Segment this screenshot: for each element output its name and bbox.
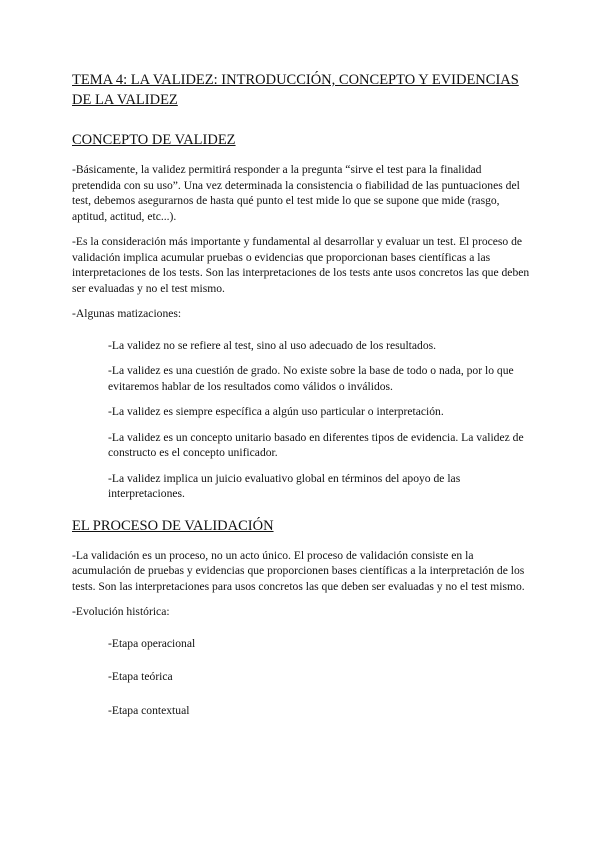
paragraph: -Algunas matizaciones: bbox=[72, 307, 182, 320]
paragraph: -Evolución histórica: bbox=[72, 605, 170, 618]
section-heading-concepto: CONCEPTO DE VALIDEZ bbox=[72, 132, 236, 148]
section-heading-proceso: EL PROCESO DE VALIDACIÓN bbox=[72, 517, 274, 534]
list-item: -Etapa teórica bbox=[108, 670, 173, 683]
list-item: -La validez implica un juicio evaluativo global en términos del apoyo de las interpretaciones. bbox=[108, 471, 461, 500]
list-item: -Etapa contextual bbox=[108, 703, 190, 717]
paragraph: -Básicamente, la validez permitirá responder a la pregunta “sirve el test para la finalidad pretendida con su uso”. Una vez determinada la consistencia o fiabilidad de las puntuaciones del test, debemos asegurarnos de hasta qué punto el test mide lo que se supone que mide (rasgo, aptitud, actitud, etc...). bbox=[72, 163, 520, 223]
document-title: TEMA 4: LA VALIDEZ: INTRODUCCIÓN, CONCEPTO Y EVIDENCIAS DE LA VALIDEZ bbox=[72, 72, 519, 108]
list-item: -La validez es un concepto unitario basado en diferentes tipos de evidencia. La validez de constructo es el concepto unificador. bbox=[108, 430, 524, 459]
paragraph: -La validación es un proceso, no un acto único. El proceso de validación consiste en la acumulación de pruebas y evidencias que proporcionen bases científicas a la interpretación de los tests. Son las interpretaciones para usos concretos las que deben ser evaluadas y no el test mismo. bbox=[72, 548, 525, 593]
list-item: -Etapa operacional bbox=[108, 636, 196, 650]
paragraph: -Es la consideración más importante y fundamental al desarrollar y evaluar un test. El proceso de validación implica acumular pruebas o evidencias que proporcionan bases científicas a las interpretaciones de los tests. Son las interpretaciones de los tests ante usos concretos las que deben ser evaluadas y no el test mismo. bbox=[72, 235, 530, 295]
list-item: -La validez es siempre específica a algún uso particular o interpretación. bbox=[108, 405, 444, 418]
list-item: -La validez no se refiere al test, sino al uso adecuado de los resultados. bbox=[108, 338, 437, 352]
list-item: -La validez es una cuestión de grado. No existe sobre la base de todo o nada, por lo que evitaremos hablar de los resultados como válidos o inválidos. bbox=[108, 364, 514, 393]
